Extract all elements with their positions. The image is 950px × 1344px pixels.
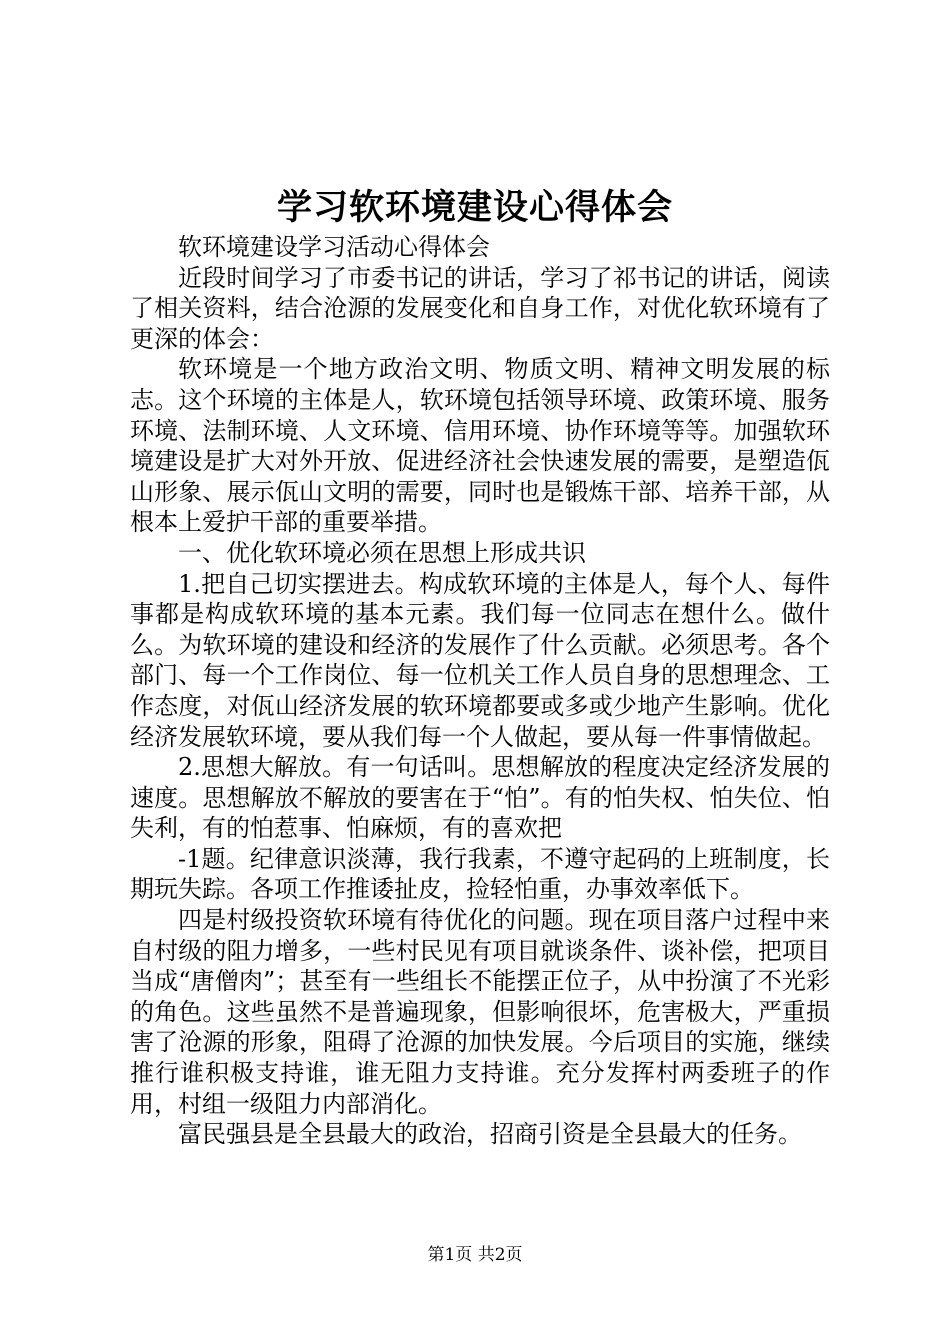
paragraph-intro: 近段时间学习了市委书记的讲话，学习了祁书记的讲话，阅读了相关资料，结合沧源的发展变化和自身工作，对优化软环境有了更深的体会： [130,263,830,353]
paragraph-point-1: 1.把自己切实摆进去。构成软环境的主体是人，每个人、每件事都是构成软环境的基本元素。我们每一位同志在想什么。做什么。为软环境的建设和经济的发展作了什么贡献。必须思考。各个部门、每一个工作岗位、每一位机关工作人员自身的思想理念、工作态度，对佤山经济发展的软环境都要或多或少地产生影响。优化经济发展软环境，要从我们每一个人做起，要从每一件事情做起。 [130,569,830,751]
paragraph-subtitle: 软环境建设学习活动心得体会 [178,233,490,261]
paragraph-discipline: -1题。纪律意识淡薄，我行我素，不遵守起码的上班制度，长期玩失踪。各项工作推诿扯皮，捡轻怕重，办事效率低下。 [130,844,830,904]
section-heading-consensus: 一、优化软环境必须在思想上形成共识 [178,538,586,567]
paragraph-prosperity: 富民强县是全县最大的政治，招商引资是全县最大的任务。 [178,1120,802,1149]
paragraph-point-2: 2.思想大解放。有一句话叫。思想解放的程度决定经济发展的速度。思想解放不解放的要害在于“怕”。有的怕失权、怕失位、怕失利，有的怕惹事、怕麻烦，有的喜欢把 [130,753,830,843]
paragraph-village-investment: 四是村级投资软环境有待优化的问题。现在项目落户过程中来自村级的阻力增多，一些村民见有项目就谈条件、谈补偿，把项目当成“唐僧肉”；甚至有一些组长不能摆正位子，从中扮演了不光彩的角色。这些虽然不是普遍现象，但影响很坏，危害极大，严重损害了沧源的形象，阻碍了沧源的加快发展。今后项目的实施，继续推行谁积极支持谁，谁无阻力支持谁。充分发挥村两委班子的作用，村组一级阻力内部消化。 [130,906,830,1118]
document-title: 学习软环境建设心得体会 [276,187,673,228]
document-body [130,232,830,1150]
page-footer: 第1页 共2页 [427,1245,523,1265]
paragraph-soft-environment: 软环境是一个地方政治文明、物质文明、精神文明发展的标志。这个环境的主体是人，软环境包括领导环境、政策环境、服务环境、法制环境、人文环境、信用环境、协作环境等等。加强软环境建设是扩大对外开放、促进经济社会快速发展的需要，是塑造佤山形象、展示佤山文明的需要，同时也是锻炼干部、培养干部，从根本上爱护干部的重要举措。 [130,355,830,537]
